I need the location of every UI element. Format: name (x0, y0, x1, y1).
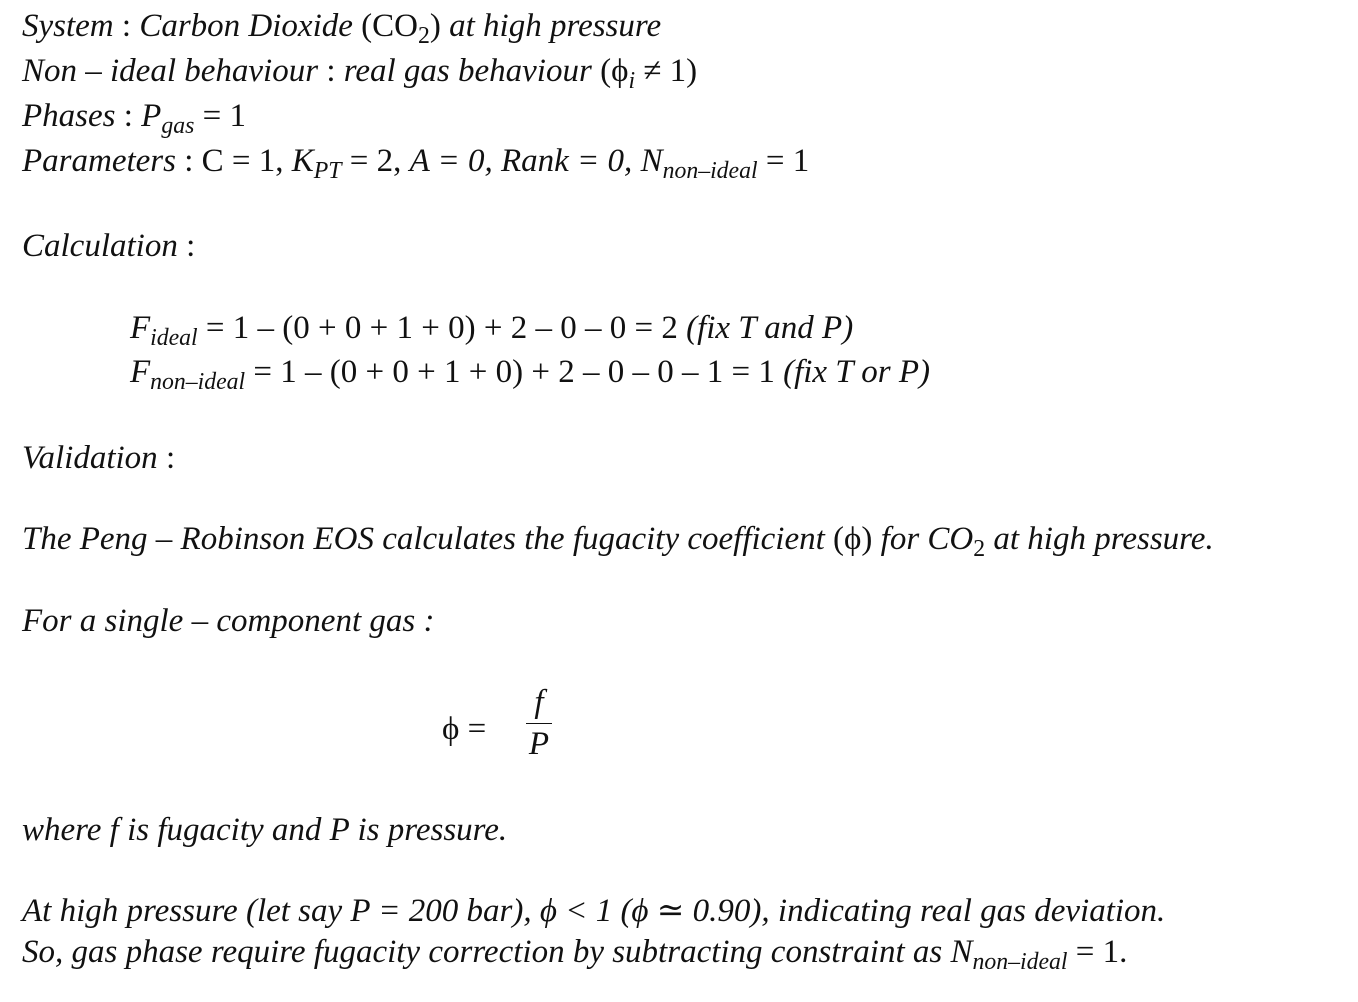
calculation-sep: : (177, 228, 196, 264)
phases-line (22, 98, 246, 139)
phi-symbol: (ϕ) (833, 521, 873, 557)
nonideal-text: real gas behaviour (343, 53, 601, 89)
calculation-heading (22, 230, 195, 263)
phases-value: = 1 (194, 98, 246, 134)
conclusion-line (22, 934, 1128, 975)
system-formula-sub: 2 (417, 22, 430, 49)
f-ideal-note: (fix T and P) (686, 310, 854, 346)
fraction-numerator: f (534, 684, 544, 720)
param-k: K (291, 143, 314, 179)
system-label: System (22, 8, 114, 44)
calculation-heading-text: Calculation (22, 228, 178, 264)
high-pressure-text: At high pressure (let say P = 200 bar), (22, 893, 540, 929)
co2-text: for CO (872, 521, 974, 557)
deviation-text: indicating real gas deviation. (777, 893, 1166, 929)
param-c: C = 1, (201, 143, 292, 179)
validation-heading (22, 442, 175, 475)
param-n-value: = 1 (757, 143, 810, 179)
f-nonideal-expression: = 1 – (0 + 0 + 1 + 0) + 2 – 0 – 0 – 1 = 1 (245, 354, 784, 390)
peng-robinson-text: The Peng – Robinson EOS calculates the fugacity coefficient (22, 521, 834, 557)
peng-robinson-end: at high pressure. (985, 521, 1214, 557)
f-nonideal-equation (130, 354, 931, 395)
fraction-denominator: P (528, 726, 550, 762)
parameters-label: Parameters (22, 143, 176, 179)
phi-fraction (526, 686, 552, 761)
parameters-sep: : (175, 143, 202, 179)
f-ideal-equation (130, 310, 854, 351)
nonideal-phi-rest: ≠ 1) (635, 53, 698, 89)
nonideal-sep: : (318, 53, 344, 89)
phi-equation-lhs (442, 713, 486, 746)
param-n-sub: non–ideal (662, 157, 758, 184)
param-n: N (640, 143, 663, 179)
param-rank: Rank = 0, (500, 143, 641, 179)
where-line (22, 814, 507, 847)
f-ideal-expression: = 1 – (0 + 0 + 1 + 0) + 2 – 0 – 0 = 2 (197, 310, 687, 346)
phi-value-text: ϕ < 1 (ϕ ≃ 0.90), (539, 893, 778, 929)
f-ideal-sub: ideal (150, 324, 198, 351)
phases-label: Phases (22, 98, 116, 134)
phases-sep: : (115, 98, 142, 134)
system-text: Carbon Dioxide (139, 8, 362, 44)
f-ideal-symbol: F (130, 310, 151, 346)
parameters-line (22, 143, 810, 184)
f-nonideal-note: (fix T or P) (783, 354, 931, 390)
param-k-value: = 2, (341, 143, 410, 179)
param-a: A = 0, (409, 143, 501, 179)
conclusion-value: = 1. (1067, 934, 1128, 970)
conclusion-text: So, gas phase require fugacity correction by subtracting constraint as N (22, 934, 973, 970)
phases-symbol: P (141, 98, 162, 134)
phi-equation-lhs-text: ϕ = (442, 711, 487, 747)
validation-heading-text: Validation (22, 440, 158, 476)
high-pressure-line (22, 895, 1165, 928)
nonideal-phi-sub: i (628, 67, 636, 94)
validation-sep: : (157, 440, 176, 476)
co2-sub: 2 (973, 535, 986, 562)
system-formula-close: ) (429, 8, 441, 44)
system-sep: : (113, 8, 140, 44)
conclusion-sub: non–ideal (972, 948, 1068, 975)
fraction-bar (526, 723, 552, 724)
where-text: where f is fugacity and P is pressure. (22, 812, 508, 848)
system-text-end: at high pressure (440, 8, 662, 44)
peng-robinson-sentence (22, 521, 1214, 562)
single-component-text: For a single – component gas : (22, 603, 435, 639)
nonideal-phi: (ϕ (600, 53, 629, 89)
nonideal-line (22, 53, 698, 94)
f-nonideal-symbol: F (130, 354, 151, 390)
f-nonideal-sub: non–ideal (150, 368, 246, 395)
system-line (22, 8, 662, 49)
system-formula: (CO (361, 8, 418, 44)
nonideal-label: Non – ideal behaviour (22, 53, 319, 89)
param-k-sub: PT (313, 157, 342, 184)
single-component-line (22, 605, 434, 638)
phases-sub: gas (161, 112, 195, 139)
